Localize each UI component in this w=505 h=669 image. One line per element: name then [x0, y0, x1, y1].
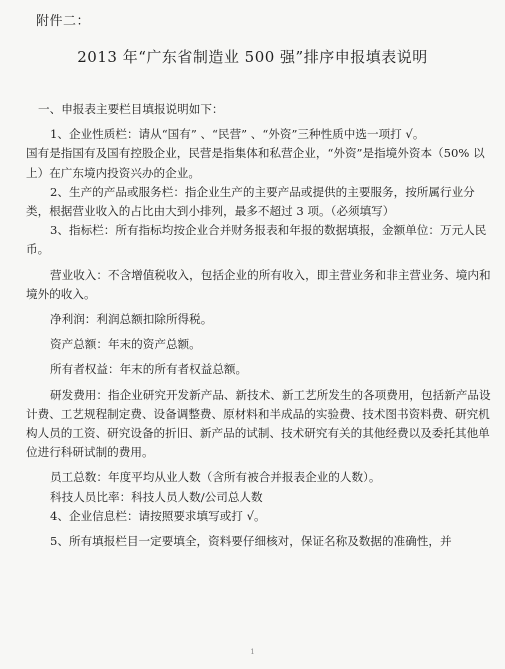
section-heading: 一、申报表主要栏目填报说明如下： [38, 102, 224, 116]
def-total-assets: 资产总额：年末的资产总额。 [50, 337, 201, 352]
document-title: 2013 年“广东省制造业 500 强”排序申报填表说明 [77, 48, 428, 66]
item-company-info: 4、企业信息栏：请按照要求填写或打 √。 [50, 508, 266, 523]
def-revenue: 营业收入：不含增值税收入，包括企业的所有收入，即主营业务和非主营业务、境内和境外的收入。 [26, 267, 491, 301]
def-owner-equity: 所有者权益：年末的所有者权益总额。 [50, 362, 248, 377]
item-indicators: 3、指标栏：所有指标均按企业合并财务报表和年报的数据填报，金额单位：万元人民币。 [26, 223, 487, 257]
def-rnd-expense: 研发费用：指企业研究开发新产品、新技术、新工艺所发生的各项费用，包括新产品设计费、工艺规程制定费、设备调整费、原材料和半成品的实验费、技术图书资料费、研究机构人员的工资、研究设备的折旧、新产品的试制、技术研究有关的其他经费以及委托其他单位进行科研试制的费用。 [26, 387, 491, 460]
def-net-profit: 净利润：利润总额扣除所得税。 [50, 312, 213, 327]
page-number: 1 [250, 648, 255, 656]
item-completeness: 5、所有填报栏目一定要填全，资料要仔细核对，保证名称及数据的准确性，并 [50, 534, 452, 549]
def-tech-staff-ratio: 科技人员比率：科技人员人数/公司总人数 [50, 489, 263, 504]
attachment-label: 附件二： [36, 14, 91, 29]
item-products-services: 2、生产的产品或服务栏：指企业生产的主要产品或提供的主要服务，按所属行业分类，根据营业收入的占比由大到小排列，最多不超过 3 项。（必须填写） [26, 184, 475, 219]
document-body [26, 100, 494, 551]
item-enterprise-type-detail: 国有是指国有及国有控股企业，民营是指集体和私营企业，“外资”是指境外资本（50% 以上）在广东境内投资兴办的企业。 [26, 146, 485, 180]
def-total-staff: 员工总数：年度平均从业人数（含所有被合并报表企业的人数）。 [50, 470, 381, 485]
item-enterprise-type: 1、企业性质栏：请从“国有” 、“民营” 、“外资”三种性质中选一项打 √。 [50, 127, 425, 142]
